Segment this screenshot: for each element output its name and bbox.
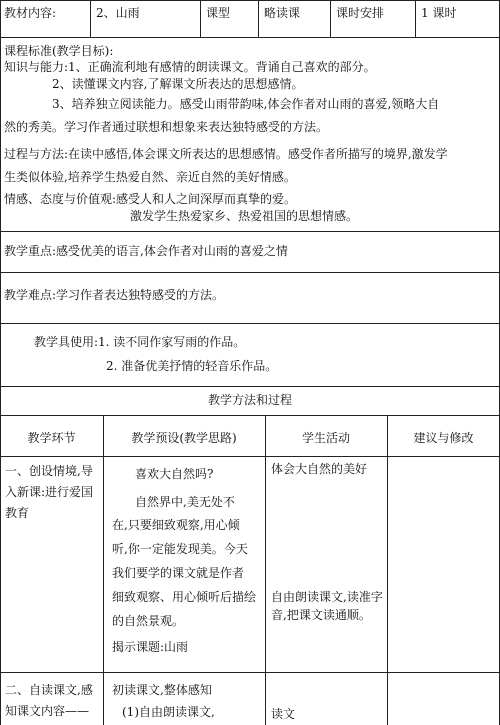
preset-line: 在,只要细致观察,用心倾 bbox=[112, 518, 240, 532]
process-line: 过程与方法:在读中感悟,体会课文所表达的思想感情。感受作者所描写的境界,激发学 bbox=[4, 147, 448, 161]
column-header: 建议与修改 bbox=[413, 431, 474, 445]
lesson-type-label: 课型 bbox=[206, 6, 231, 20]
tools-line: 教学具使用:1. 读不同作家写雨的作品。 bbox=[34, 335, 246, 349]
grid-line bbox=[200, 0, 201, 37]
preset-line: 细致观察、用心倾听后描绘 bbox=[112, 590, 257, 604]
grid-line bbox=[0, 323, 500, 324]
knowledge-line: 3、培养独立阅读能力。感受山雨带韵味,体会作者对山雨的喜爱,领略大自 bbox=[52, 97, 440, 111]
grid-line bbox=[0, 0, 1, 725]
grid-line bbox=[0, 0, 500, 1]
grid-line bbox=[0, 37, 500, 38]
preset-line: 喜欢大自然吗? bbox=[135, 467, 214, 481]
standards-title: 课程标准(教学目标): bbox=[4, 44, 114, 58]
preset-line: 我们要学的课文就是作者 bbox=[112, 566, 245, 580]
preset-line: 揭示课题:山雨 bbox=[112, 640, 189, 654]
grid-line bbox=[258, 0, 259, 37]
knowledge-line: 然的秀美。学习作者通过联想和想象来表达独特感受的方法。 bbox=[4, 120, 329, 134]
grid-line bbox=[265, 415, 266, 725]
grid-line bbox=[0, 415, 500, 416]
lesson-type-value: 略读课 bbox=[264, 6, 301, 20]
column-header: 学生活动 bbox=[301, 431, 350, 445]
preset-line: 自然界中,美无处不 bbox=[135, 495, 235, 509]
preset-line: (1)自由朗读课文, bbox=[122, 705, 215, 719]
preset-line: 的自然景观。 bbox=[112, 614, 185, 628]
teaching-key-point: 教学重点:感受优美的语言,体会作者对山雨的喜爱之情 bbox=[4, 244, 288, 258]
activity-cell: 自由朗读课文,读准字音,把课文读通顺。 bbox=[271, 590, 383, 622]
emotion-line: 情感、态度与价值观:感受人和人之间深厚而真挚的爱。 bbox=[4, 192, 297, 206]
grid-line bbox=[0, 672, 500, 673]
grid-line bbox=[0, 386, 500, 387]
grid-line bbox=[0, 231, 500, 232]
grid-line bbox=[103, 415, 104, 725]
column-header: 教学预设(教学思路) bbox=[131, 431, 237, 445]
teaching-difficulty: 教学难点:学习作者表达独特感受的方法。 bbox=[4, 288, 225, 302]
grid-line bbox=[387, 415, 388, 725]
grid-line bbox=[90, 0, 91, 37]
grid-line bbox=[415, 0, 416, 37]
grid-line bbox=[0, 456, 500, 457]
grid-line bbox=[0, 272, 500, 273]
emotion-line: 激发学生热爱家乡、热爱祖国的思想情感。 bbox=[130, 209, 359, 223]
preset-line: 初读课文,整体感知 bbox=[112, 683, 212, 697]
knowledge-line: 知识与能力:1、正确流利地有感情的朗读课文。背诵自己喜欢的部分。 bbox=[4, 60, 376, 74]
schedule-value: 1 课时 bbox=[421, 6, 457, 20]
process-line: 生类似体验,培养学生热爱自然、亲近自然的美好情感。 bbox=[4, 170, 296, 184]
stage-cell: 二、自读课文,感知课文内容—— bbox=[5, 683, 93, 718]
stage-cell: 一、创设情境,导入新课:进行爱国教育 bbox=[5, 464, 94, 520]
methods-title: 教学方法和过程 bbox=[207, 393, 292, 407]
material-value: 2、山雨 bbox=[96, 6, 140, 20]
grid-line bbox=[330, 0, 331, 37]
material-label: 教材内容: bbox=[4, 6, 57, 20]
schedule-label: 课时安排 bbox=[336, 6, 385, 20]
column-header: 教学环节 bbox=[27, 431, 76, 445]
activity-cell: 读文 bbox=[271, 707, 296, 721]
tools-line: 2. 准备优美抒情的轻音乐作品。 bbox=[106, 359, 278, 373]
knowledge-line: 2、读懂课文内容,了解课文所表达的思想感情。 bbox=[52, 77, 304, 91]
activity-cell: 体会大自然的美好 bbox=[271, 462, 368, 476]
preset-line: 听,你一定能发现美。今天 bbox=[112, 542, 248, 556]
